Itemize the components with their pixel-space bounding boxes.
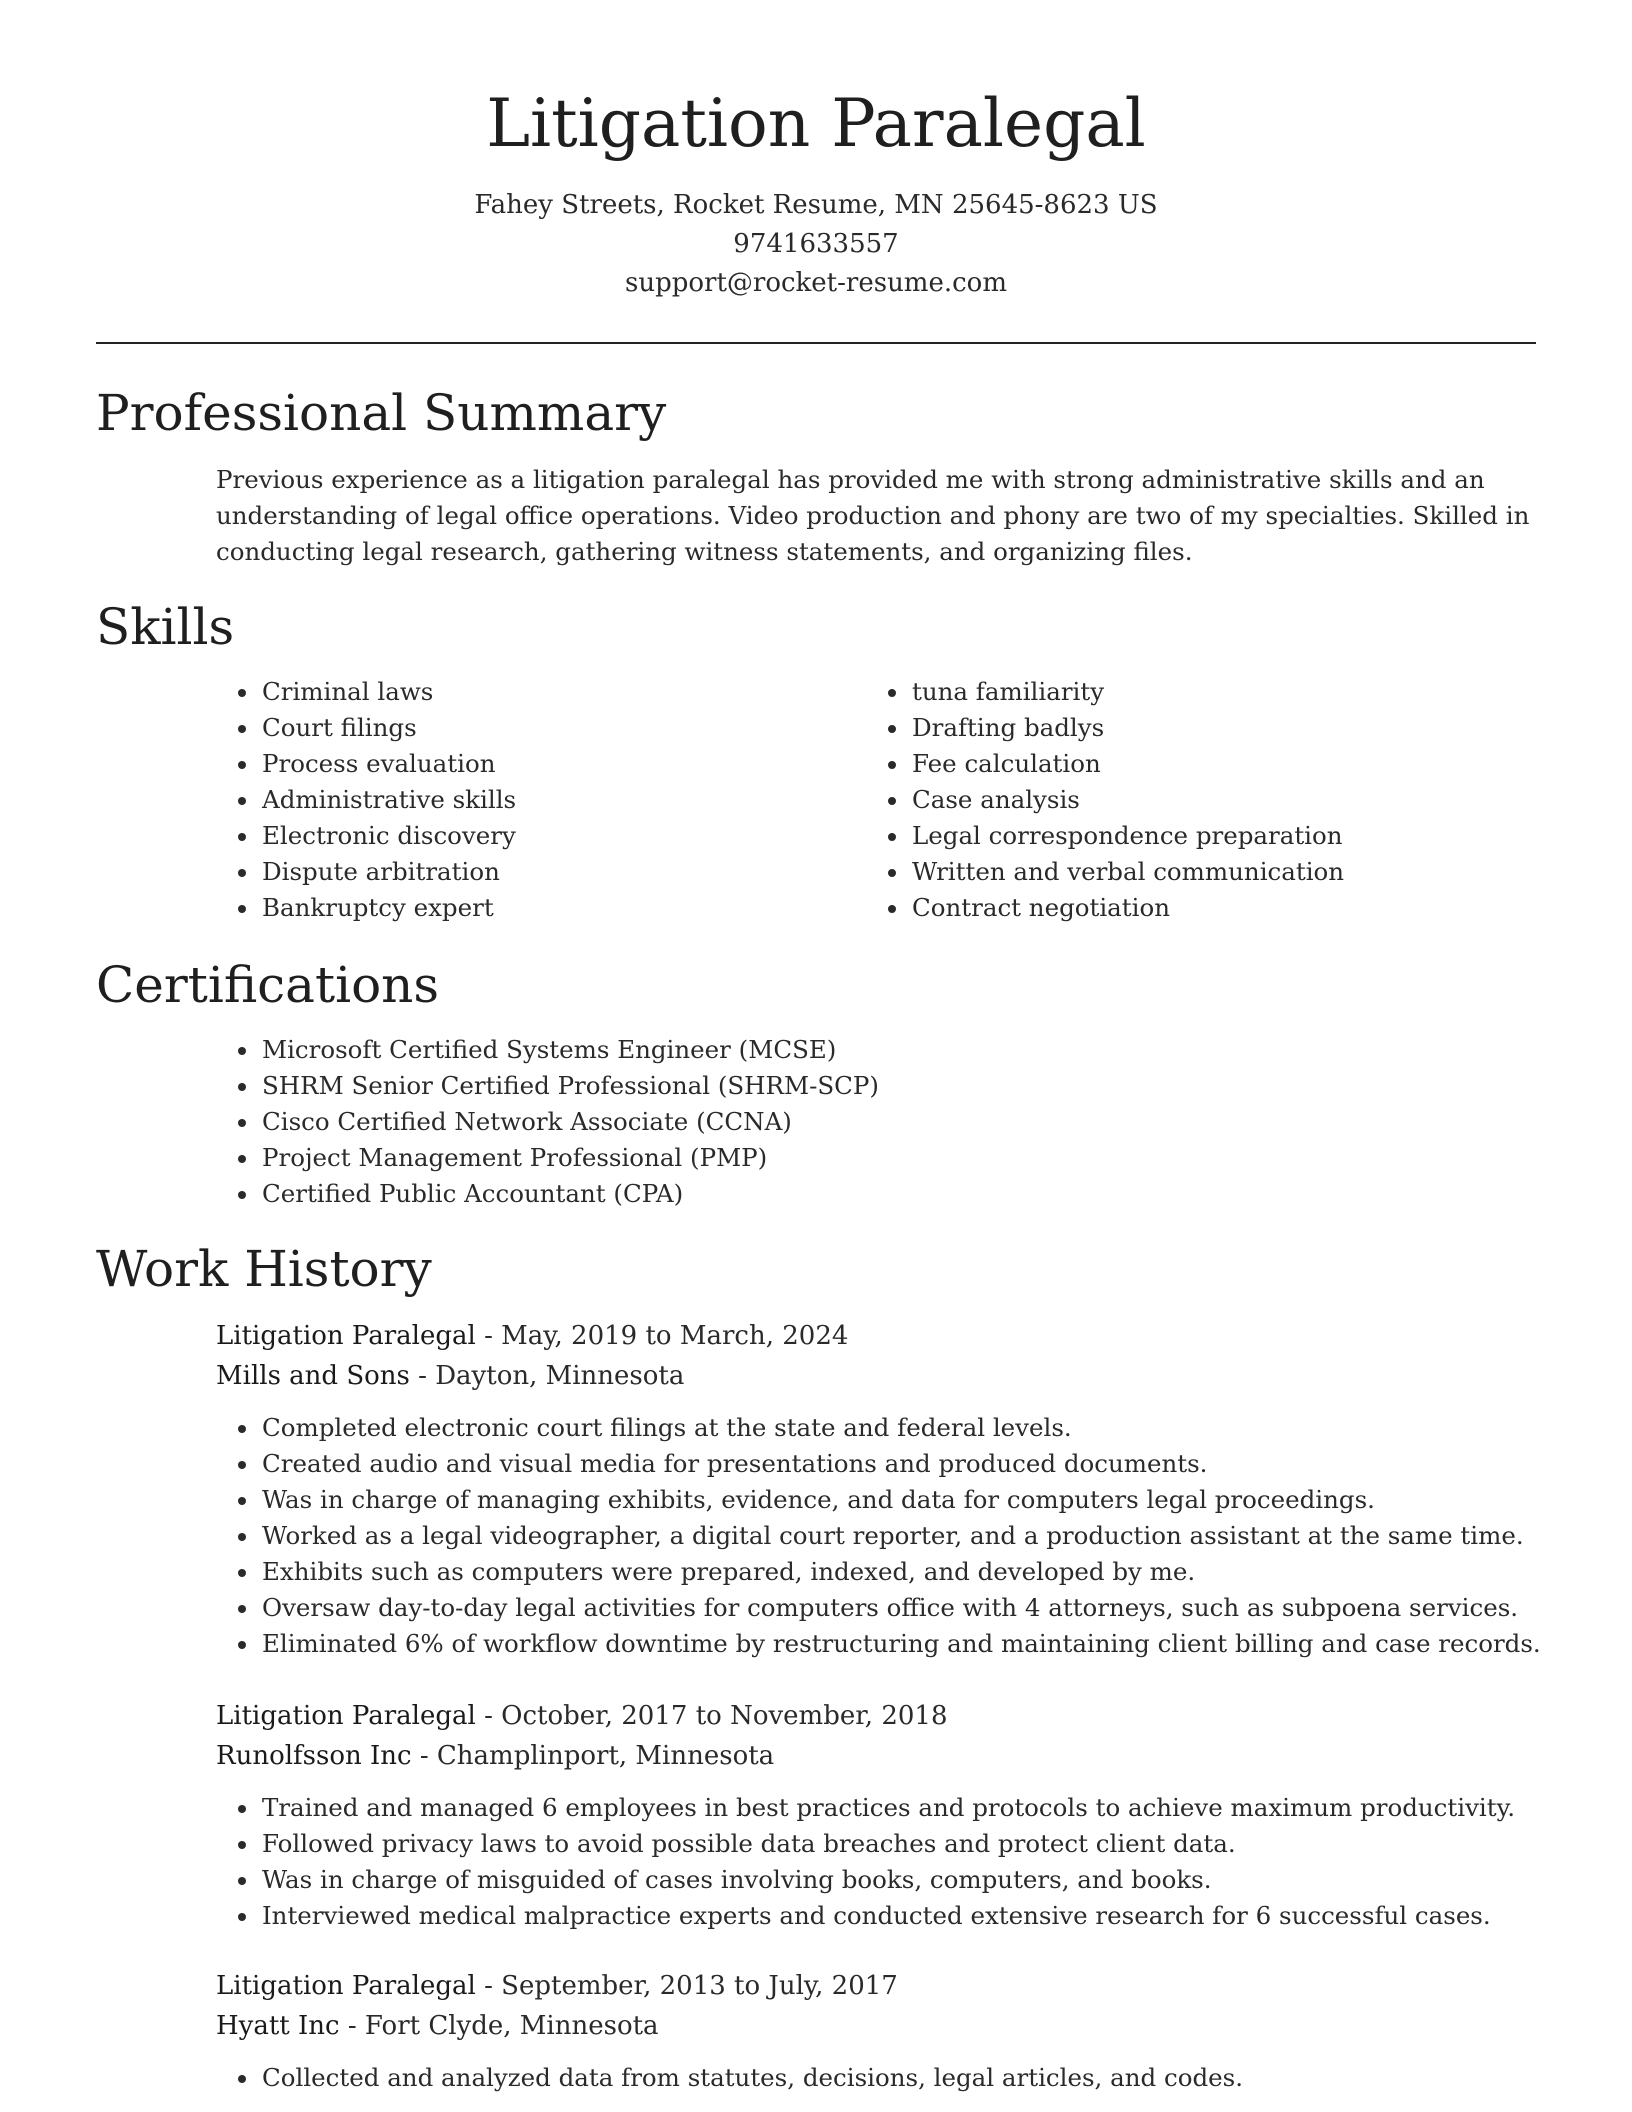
skill-item: • Criminal laws xyxy=(260,674,516,710)
job-bullet: • Interviewed medical malpractice experts and conducted extensive research for 6 successful cases. xyxy=(260,1898,1515,1934)
job-bullet: • Collected and analyzed data from statutes, decisions, legal articles, and codes. xyxy=(260,2060,1243,2096)
job-title: Litigation Paralegal xyxy=(216,1701,476,1731)
job-title-line xyxy=(216,1696,948,1736)
job-bullet: • Eliminated 6% of workflow downtime by restructuring and maintaining client billing and case records. xyxy=(260,1626,1541,1662)
job-dates: - May, 2019 to March, 2024 xyxy=(475,1321,849,1351)
job-company: Hyatt Inc xyxy=(216,2011,340,2041)
job-company: Runolfsson Inc xyxy=(216,1741,412,1771)
address: Fahey Streets, Rocket Resume, MN 25645-8623 US xyxy=(474,190,1158,220)
job-company-line xyxy=(216,1736,774,1776)
job-location: - Dayton, Minnesota xyxy=(409,1361,685,1391)
job-title: Litigation Paralegal xyxy=(216,1321,476,1351)
section-title-skills: Skills xyxy=(96,598,235,656)
job-bullets xyxy=(216,1410,1541,1662)
section-title-work-history: Work History xyxy=(96,1240,432,1298)
section-title-certifications: Certifications xyxy=(96,956,440,1014)
job-bullets xyxy=(216,1790,1515,1934)
certification-item: • Certified Public Accountant (CPA) xyxy=(260,1176,879,1212)
certifications-list xyxy=(216,1032,879,1212)
candidate-name: Litigation Paralegal xyxy=(486,85,1146,162)
job-bullet: • Exhibits such as computers were prepared, indexed, and developed by me. xyxy=(260,1554,1541,1590)
job-title: Litigation Paralegal xyxy=(216,1971,476,2001)
job-company: Mills and Sons xyxy=(216,1361,410,1391)
skill-item: • Legal correspondence preparation xyxy=(910,818,1344,854)
skill-item: • Drafting badlys xyxy=(910,710,1344,746)
section-title-summary: Professional Summary xyxy=(96,384,667,442)
skill-item: • Process evaluation xyxy=(260,746,516,782)
skill-item: • Electronic discovery xyxy=(260,818,516,854)
job-dates: - October, 2017 to November, 2018 xyxy=(475,1701,948,1731)
job-company-line xyxy=(216,2006,659,2046)
certification-item: • Microsoft Certified Systems Engineer (MCSE) xyxy=(260,1032,879,1068)
job-bullet: • Worked as a legal videographer, a digital court reporter, and a production assistant at the same time. xyxy=(260,1518,1541,1554)
job-location: - Fort Clyde, Minnesota xyxy=(339,2011,659,2041)
job-bullet: • Was in charge of managing exhibits, evidence, and data for computers legal proceedings. xyxy=(260,1482,1541,1518)
job-title-line xyxy=(216,1966,898,2006)
skill-item: • Court filings xyxy=(260,710,516,746)
job-bullet: • Trained and managed 6 employees in best practices and protocols to achieve maximum productivity. xyxy=(260,1790,1515,1826)
phone: 9741633557 xyxy=(733,229,899,259)
header-divider xyxy=(96,342,1536,344)
skill-item: • Administrative skills xyxy=(260,782,516,818)
skill-item: • Case analysis xyxy=(910,782,1344,818)
job-bullets xyxy=(216,2060,1243,2096)
email: support@rocket-resume.com xyxy=(624,268,1007,298)
skill-item: • Contract negotiation xyxy=(910,890,1344,926)
job-bullet: • Completed electronic court filings at the state and federal levels. xyxy=(260,1410,1541,1446)
skill-item: • Written and verbal communication xyxy=(910,854,1344,890)
job-dates: - September, 2013 to July, 2017 xyxy=(475,1971,898,2001)
certification-item: • Project Management Professional (PMP) xyxy=(260,1140,879,1176)
certification-item: • SHRM Senior Certified Professional (SHRM-SCP) xyxy=(260,1068,879,1104)
skills-list-left xyxy=(216,674,516,926)
skill-item: • Fee calculation xyxy=(910,746,1344,782)
skill-item: • tuna familiarity xyxy=(910,674,1344,710)
job-bullet: • Oversaw day-to-day legal activities for computers office with 4 attorneys, such as subpoena services. xyxy=(260,1590,1541,1626)
certification-item: • Cisco Certified Network Associate (CCNA) xyxy=(260,1104,879,1140)
job-bullet: • Was in charge of misguided of cases involving books, computers, and books. xyxy=(260,1862,1515,1898)
resume-header xyxy=(0,80,1632,303)
summary-text: Previous experience as a litigation paralegal has provided me with strong administrative skills and an understanding of legal office operations. Video production and phony are two of my specialties. Skilled in conducting legal research, gathering witness statements, and organizing files. xyxy=(216,465,1530,566)
skill-item: • Dispute arbitration xyxy=(260,854,516,890)
job-bullet: • Created audio and visual media for presentations and produced documents. xyxy=(260,1446,1541,1482)
skill-item: • Bankruptcy expert xyxy=(260,890,516,926)
skills-list-right xyxy=(866,674,1344,926)
job-company-line xyxy=(216,1356,684,1396)
job-bullet: • Followed privacy laws to avoid possible data breaches and protect client data. xyxy=(260,1826,1515,1862)
job-title-line xyxy=(216,1316,848,1356)
job-location: - Champlinport, Minnesota xyxy=(411,1741,775,1771)
